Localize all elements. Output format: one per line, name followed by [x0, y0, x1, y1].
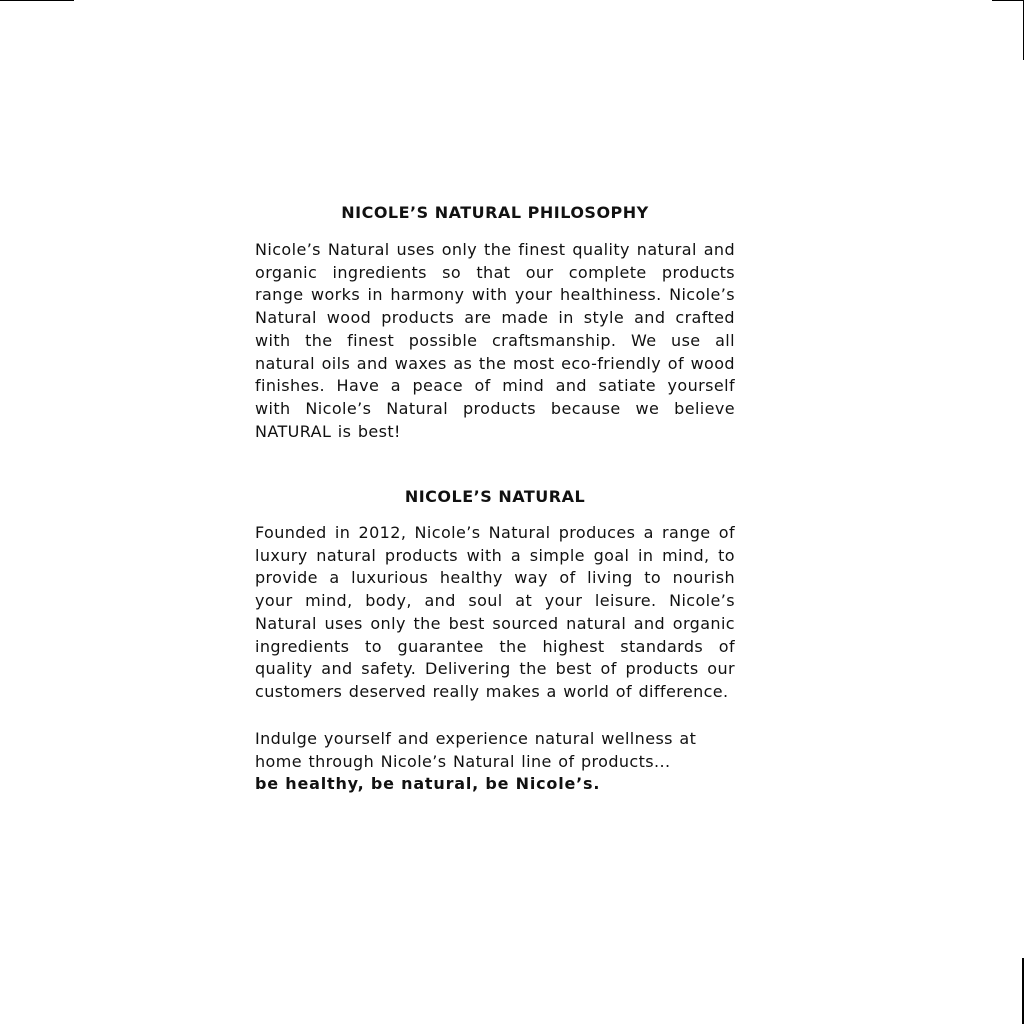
closing-paragraph: Indulge yourself and experience natural wellness at home through Nicole’s Natural line of products...: [255, 729, 697, 771]
about-heading: NICOLE’S NATURAL: [404, 487, 586, 506]
about-paragraph: Founded in 2012, Nicole’s Natural produces a range of luxury natural products with a simple goal in mind, to provide a luxurious healthy way of living to nourish your mind, body, and soul at your leisure. Nicole’s Natural uses only the best sourced natural and organic ingredients to guarantee the highest standards of quality and safety. Delivering the best of products our customers deserved really makes a world of difference.: [255, 523, 735, 701]
philosophy-paragraph: Nicole’s Natural uses only the finest quality natural and organic ingredients so that our complete products range works in harmony with your healthiness. Nicole’s Natural wood products are made in style and crafted with the finest possible craftsmanship. We use all natural oils and waxes as the most eco-friendly of wood finishes. Have a peace of mind and satiate yourself with Nicole’s Natural products because we believe NATURAL is best!: [255, 240, 735, 441]
philosophy-heading: NICOLE’S NATURAL PHILOSOPHY: [341, 203, 649, 222]
crop-mark-top-left: [0, 0, 74, 1]
tagline: be healthy, be natural, be Nicole’s.: [255, 774, 601, 793]
crop-mark-top-right-horizontal: [992, 0, 1024, 1]
